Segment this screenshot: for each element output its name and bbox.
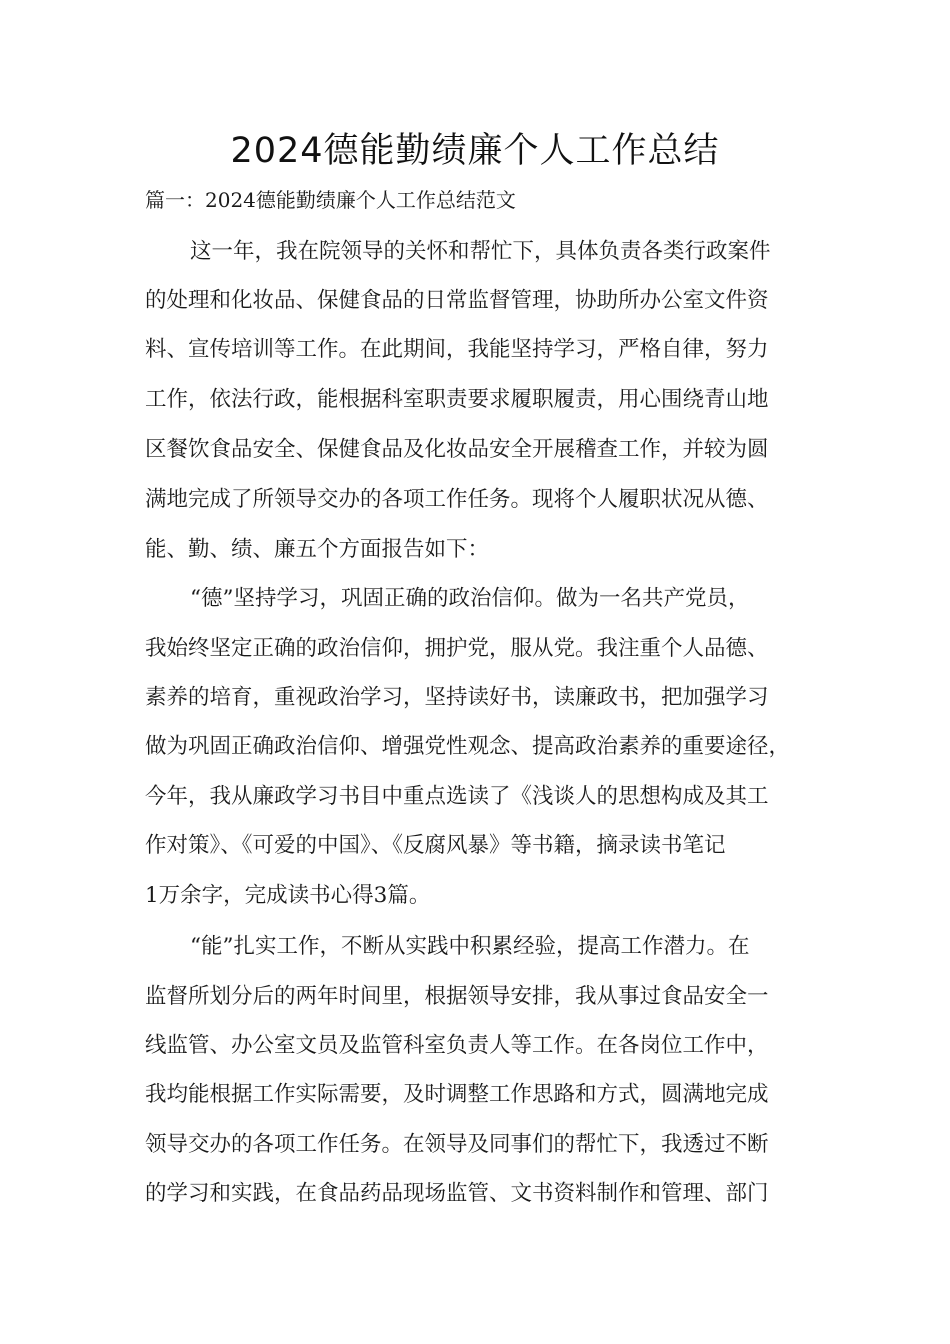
text-line: 这一年，我在院领导的关怀和帮忙下，具体负责各类行政案件	[190, 239, 771, 264]
text-line: 满地完成了所领导交办的各项工作任务。现将个人履职状况从德、	[145, 487, 769, 512]
text-line: 素养的培育，重视政治学习，坚持读好书，读廉政书，把加强学习	[145, 685, 769, 710]
text-line: 做为巩固正确政治信仰、增强党性观念、提高政治素养的重要途径，	[145, 734, 791, 759]
text-line: 的学习和实践，在食品药品现场监管、文书资料制作和管理、部门	[145, 1181, 769, 1206]
text-line: 工作，依法行政，能根据科室职责要求履职履责，用心围绕青山地	[145, 387, 769, 412]
text-line: “能”扎实工作，不断从实践中积累经验，提高工作潜力。在	[190, 934, 750, 959]
text-line: 领导交办的各项工作任务。在领导及同事们的帮忙下，我透过不断	[145, 1132, 769, 1157]
text-line: 区餐饮食品安全、保健食品及化妆品安全开展稽查工作，并较为圆	[145, 437, 769, 462]
text-line: 我始终坚定正确的政治信仰，拥护党，服从党。我注重个人品德、	[145, 636, 769, 661]
text-line: 料、宣传培训等工作。在此期间，我能坚持学习，严格自律，努力	[145, 337, 769, 362]
text-line: 的处理和化妆品、保健食品的日常监督管理，协助所办公室文件资	[145, 288, 769, 313]
text-line: “德”坚持学习，巩固正确的政治信仰。做为一名共产党员，	[190, 586, 750, 611]
document-title: 2024德能勤绩廉个人工作总结	[230, 131, 720, 171]
text-line: 我均能根据工作实际需要，及时调整工作思路和方式，圆满地完成	[145, 1082, 769, 1107]
text-line: 监督所划分后的两年时间里，根据领导安排，我从事过食品安全一	[145, 984, 769, 1009]
text-line: 能、勤、绩、廉五个方面报告如下：	[145, 537, 490, 562]
text-line: 作对策》、《可爱的中国》、《反腐风暴》等书籍，摘录读书笔记	[145, 833, 726, 858]
document-subtitle: 篇一：2024德能勤绩廉个人工作总结范文	[145, 188, 516, 212]
text-line: 今年，我从廉政学习书目中重点选读了《浅谈人的思想构成及其工	[145, 784, 769, 809]
text-line: 线监管、办公室文员及监管科室负责人等工作。在各岗位工作中，	[145, 1033, 769, 1058]
text-line: 1万余字，完成读书心得3篇。	[145, 883, 431, 908]
